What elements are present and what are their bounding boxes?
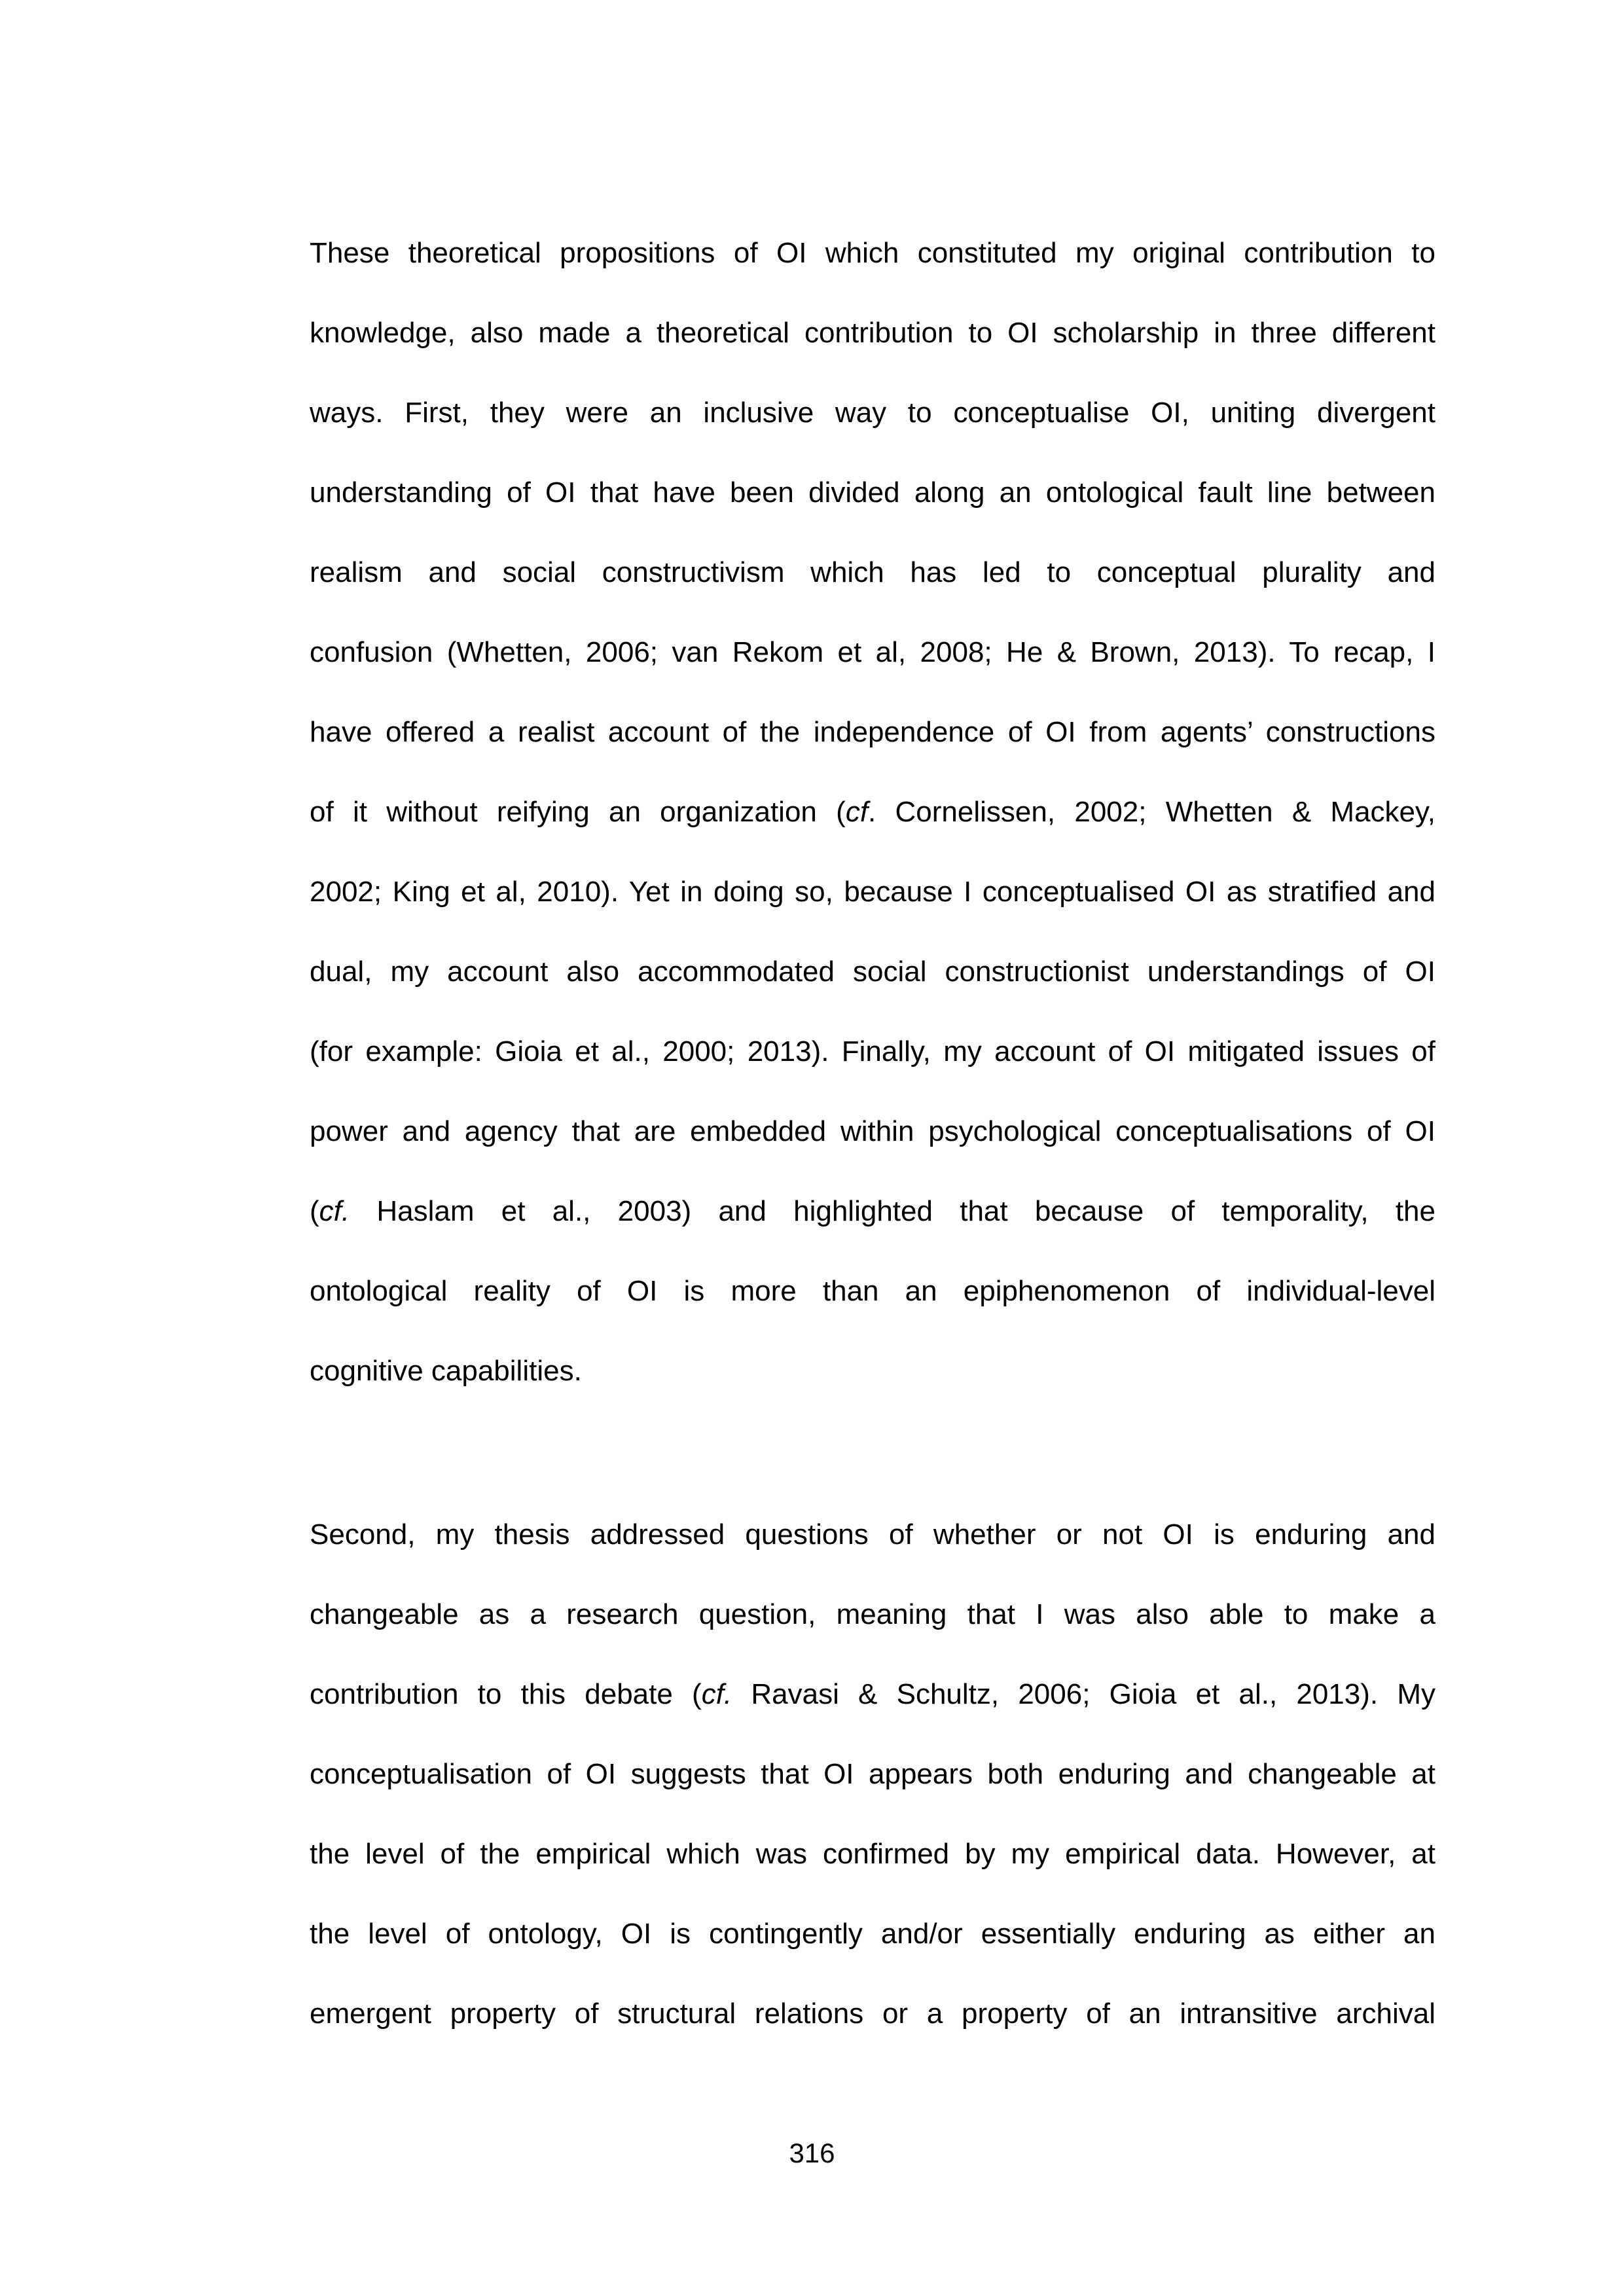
text-line [310,1192,1435,1231]
text-line: These theoretical propositions of OI which constituted my original contribution to [310,237,1435,269]
italic-segment: cf. [319,1195,350,1227]
text-segment: contribution to this debate ( [310,1678,702,1710]
text-line: understanding of OI that have been divided along an ontological fault line between [310,476,1435,509]
italic-segment: cf. [701,1678,732,1710]
text-line: conceptualisation of OI suggests that OI appears both enduring and changeable at [310,1758,1435,1790]
text-line: realism and social constructivism which has led to conceptual plurality and [310,556,1435,588]
text-line: (for example: Gioia et al., 2000; 2013). Finally, my account of OI mitigated issues of [310,1035,1435,1067]
text-line: the level of the empirical which was confirmed by my empirical data. However, at [310,1838,1435,1870]
italic-segment: cf [845,796,869,828]
text-line: have offered a realist account of the independence of OI from agents’ constructions [310,716,1435,748]
text-segment: of it without reifying an organization ( [310,796,846,828]
text-line: ways. First, they were an inclusive way to conceptualise OI, uniting divergent [310,397,1435,429]
text-segment: Haslam et al., 2003) and highlighted that because of temporality, the [350,1195,1435,1227]
text-line: ontological reality of OI is more than an epiphenomenon of individual-level [310,1275,1435,1307]
text-line [310,1675,1435,1714]
text-segment: Ravasi & Schultz, 2006; Gioia et al., 2013). My [732,1678,1435,1710]
text-line: emergent property of structural relations or a property of an intransitive archival [310,1998,1435,2030]
text-line: 2002; King et al, 2010). Yet in doing so, because I conceptualised OI as stratified and [310,876,1435,908]
text-line [310,793,1435,832]
text-line: confusion (Whetten, 2006; van Rekom et al, 2008; He & Brown, 2013). To recap, I [310,636,1435,668]
text-line: power and agency that are embedded within psychological conceptualisations of OI [310,1115,1435,1147]
text-segment: . Cornelissen, 2002; Whetten & Mackey, [868,796,1435,828]
text-line: the level of ontology, OI is contingently and/or essentially enduring as either an [310,1918,1435,1950]
text-line: dual, my account also accommodated social constructionist understandings of OI [310,956,1435,988]
text-segment: ( [310,1195,319,1227]
text-line: Second, my thesis addressed questions of whether or not OI is enduring and [310,1518,1435,1551]
text-line: knowledge, also made a theoretical contribution to OI scholarship in three different [310,317,1435,349]
text-line: cognitive capabilities. [310,1355,582,1387]
text-line: changeable as a research question, meaning that I was also able to make a [310,1598,1435,1630]
page-number: 316 [789,2138,835,2168]
